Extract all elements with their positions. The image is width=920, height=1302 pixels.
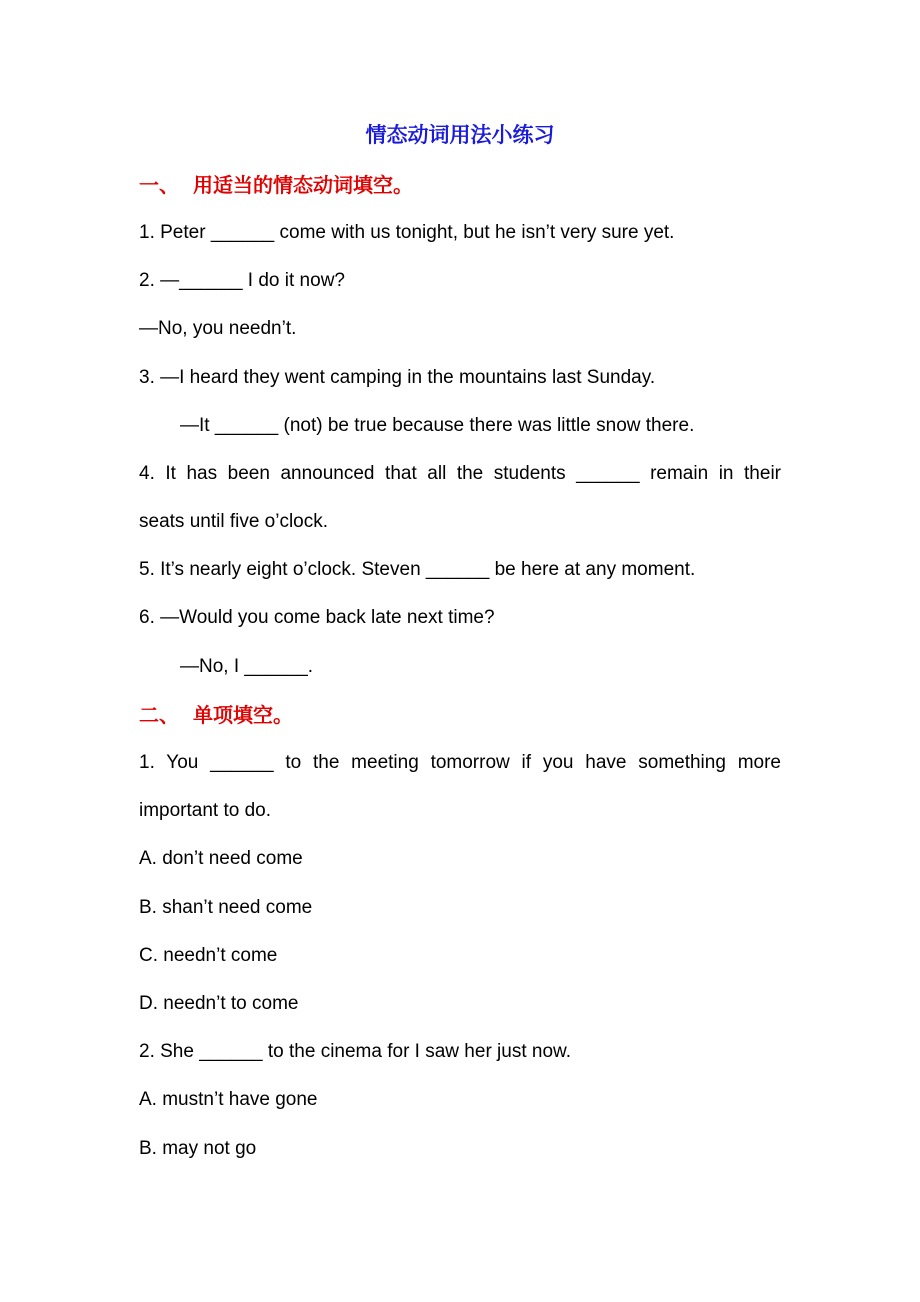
question-line: 3. —I heard they went camping in the mountains last Sunday.	[139, 367, 656, 388]
question-line: 1. Peter ______ come with us tonight, but he isn’t very sure yet.	[139, 222, 675, 243]
question-line-continued: seats until five o’clock.	[139, 511, 329, 532]
option-d: D. needn’t to come	[139, 993, 299, 1014]
answer-line: —It ______ (not) be true because there was little snow there.	[180, 415, 695, 436]
question-line: 6. —Would you come back late next time?	[139, 607, 495, 628]
page-title: 情态动词用法小练习	[365, 123, 555, 147]
option-a: A. mustn’t have gone	[139, 1089, 318, 1110]
section-heading-2	[139, 701, 781, 729]
question-line: 1. You ______ to the meeting tomorrow if you have something more	[139, 752, 781, 773]
section-title: 单项填空。	[193, 703, 293, 727]
section-heading-1	[139, 171, 781, 199]
question-line: 5. It’s nearly eight o’clock. Steven ______ be here at any moment.	[139, 559, 696, 580]
option-a: A. don’t need come	[139, 848, 303, 869]
section-number: 一、	[139, 173, 179, 197]
question-line: 4. It has been announced that all the students ______ remain in their	[139, 463, 781, 484]
question-line: 2. —______ I do it now?	[139, 270, 345, 291]
question-line: 2. She ______ to the cinema for I saw her just now.	[139, 1041, 571, 1062]
option-c: C. needn’t come	[139, 945, 278, 966]
answer-line: —No, you needn’t.	[139, 318, 297, 339]
option-b: B. shan’t need come	[139, 897, 313, 918]
question-line-continued: important to do.	[139, 800, 272, 821]
option-b: B. may not go	[139, 1138, 257, 1159]
answer-line: —No, I ______.	[180, 656, 314, 677]
section-title: 用适当的情态动词填空。	[193, 173, 413, 197]
section-number: 二、	[139, 703, 179, 727]
